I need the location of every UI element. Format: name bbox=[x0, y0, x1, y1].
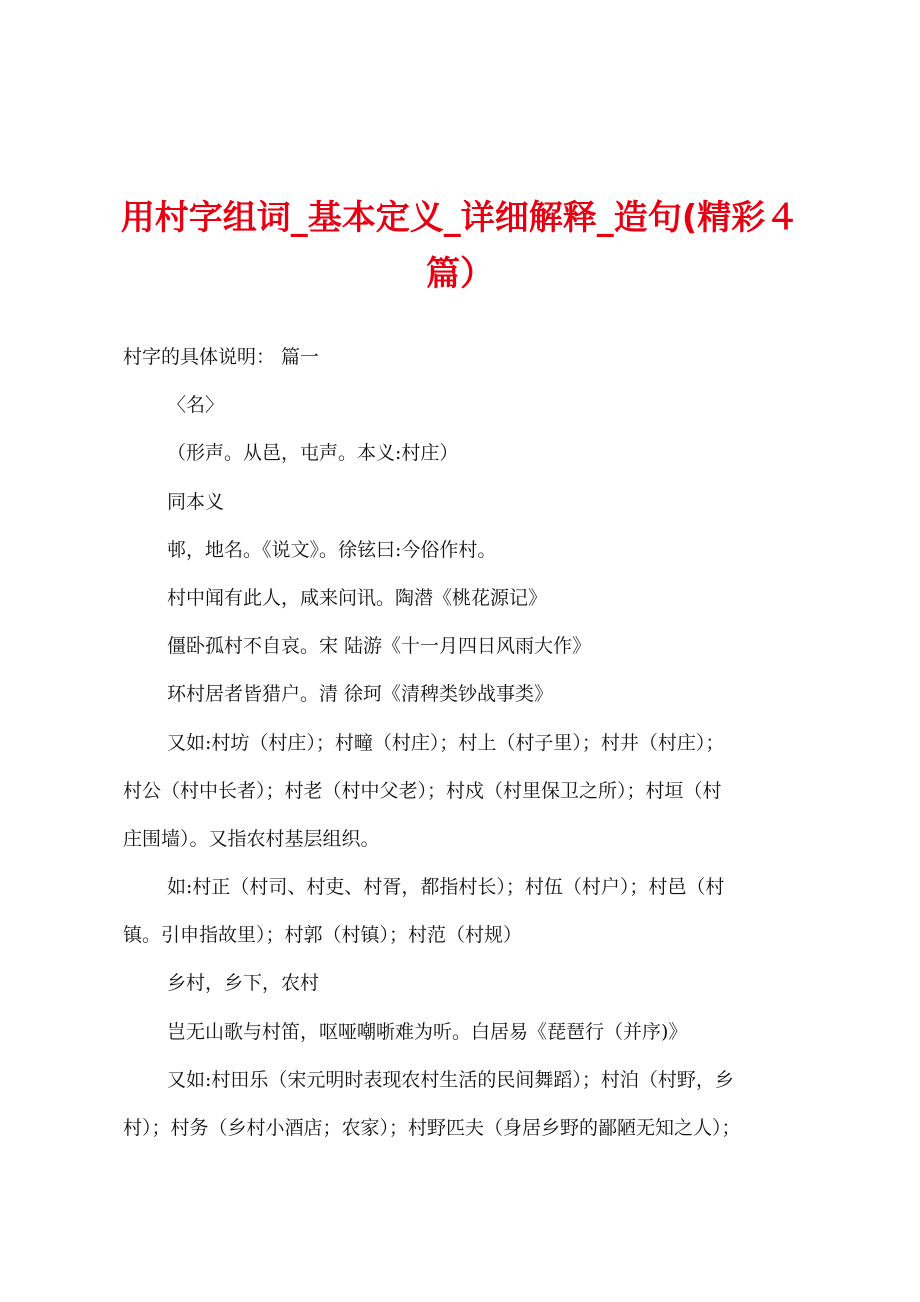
paragraph-line: （形声。从邑，屯声。本义:村庄） bbox=[167, 442, 459, 465]
paragraph-line: 乡村，乡下，农村 bbox=[167, 972, 320, 995]
paragraph-line: 庄围墙）。又指农村基层组织。 bbox=[123, 827, 380, 850]
paragraph-line: 僵卧孤村不自哀。宋 陆游《十一月四日风雨大作》 bbox=[167, 635, 592, 658]
paragraph-line: 同本义 bbox=[167, 490, 225, 513]
paragraph-line: 环村居者皆猎户。清 徐珂《清稗类钞战事类》 bbox=[167, 683, 554, 706]
paragraph-line: 〈名〉 bbox=[167, 394, 225, 417]
document-body bbox=[123, 333, 813, 1152]
paragraph-line: 村字的具体说明： 篇一 bbox=[123, 346, 320, 368]
paragraph-line: 又如:村坊（村庄）；村疃（村庄）；村上（村子里）；村井（村庄）； bbox=[167, 731, 725, 754]
paragraph-line: 村中闻有此人，咸来问讯。陶潜《桃花源记》 bbox=[167, 586, 548, 609]
paragraph-line: 又如:村田乐（宋元明时表现农村生活的民间舞蹈）；村泊（村野，乡 bbox=[167, 1068, 734, 1091]
document-title: 用村字组词_基本定义_详细解释_造句(精彩４篇） bbox=[120, 198, 800, 294]
paragraph-line: 村公（村中长者）；村老（村中父老）；村戍（村里保卫之所）；村垣（村 bbox=[123, 779, 722, 802]
paragraph-line: 镇。引申指故里）；村郭（村镇）；村范（村规） bbox=[123, 924, 523, 947]
paragraph-line: 岂无山歌与村笛，呕哑嘲哳难为听。白居易《琵琶行（并序)》 bbox=[167, 1020, 688, 1043]
paragraph-line: 村）；村务（乡村小酒店；农家）；村野匹夫（身居乡野的鄙陋无知之人）； bbox=[123, 1117, 741, 1139]
paragraph-line: 邨，地名。《说文》。徐铉曰:今俗作村。 bbox=[167, 538, 497, 561]
paragraph-line: 如:村正（村司、村吏、村胥，都指村长）；村伍（村户）；村邑（村 bbox=[167, 876, 725, 899]
